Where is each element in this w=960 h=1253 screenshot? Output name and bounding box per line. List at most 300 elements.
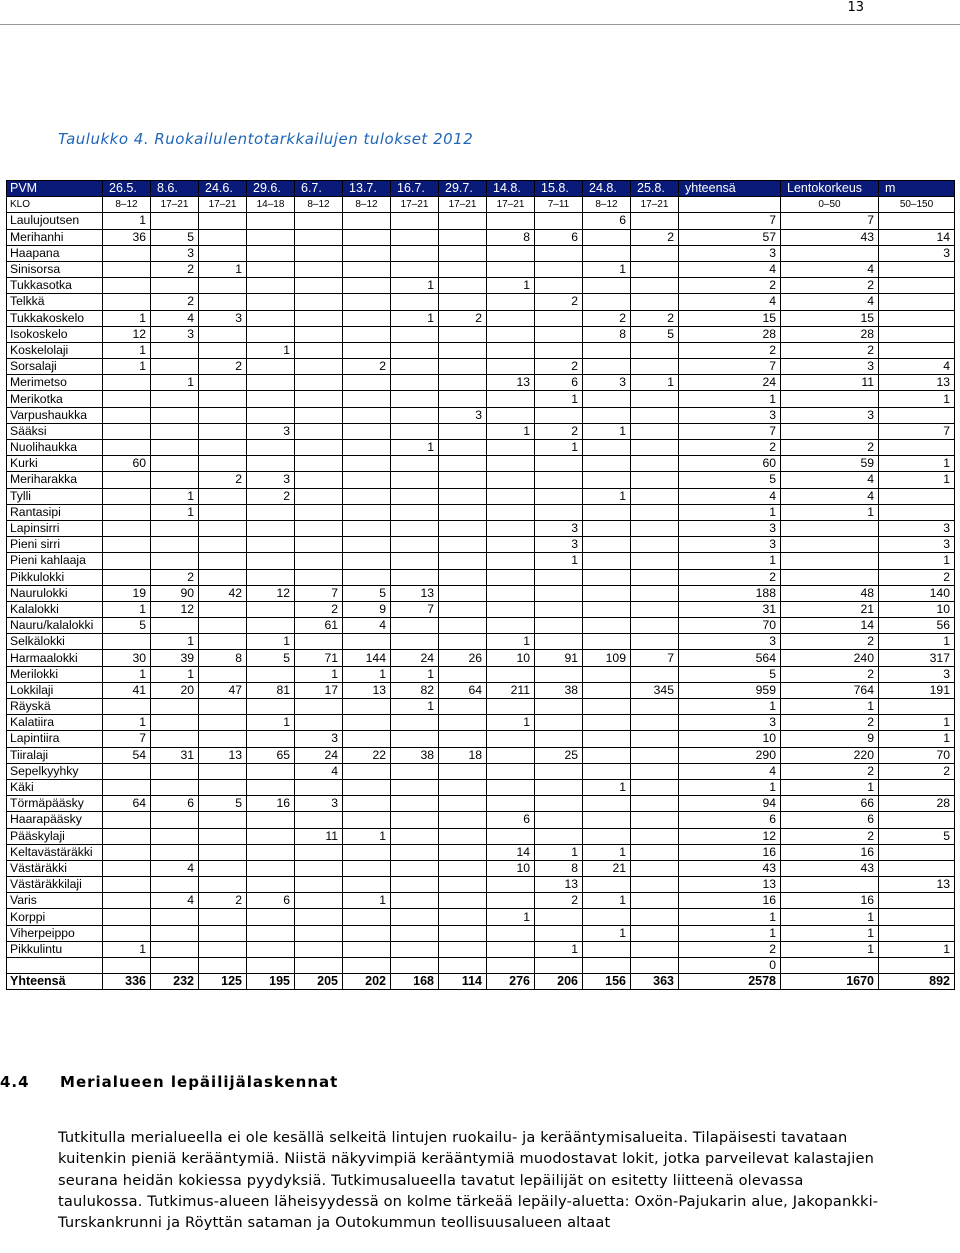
- table-cell: 13: [487, 375, 535, 391]
- table-cell: [343, 213, 391, 229]
- table-cell: 1: [487, 423, 535, 439]
- table-cell: [343, 553, 391, 569]
- table-cell: 14: [879, 229, 955, 245]
- table-cell: [631, 294, 679, 310]
- table-cell: [439, 520, 487, 536]
- table-cell: [487, 342, 535, 358]
- table-cell: [151, 440, 199, 456]
- table-row: [7, 310, 955, 326]
- table-cell: [583, 245, 631, 261]
- row-label: Merihanhi: [7, 229, 103, 245]
- table-cell: [295, 634, 343, 650]
- row-label: Törmäpääsky: [7, 796, 103, 812]
- table-cell: 2: [535, 893, 583, 909]
- table-cell: [343, 941, 391, 957]
- row-label: Pääskylaji: [7, 828, 103, 844]
- table-cell: [391, 407, 439, 423]
- table-cell: [631, 391, 679, 407]
- table-cell: [199, 828, 247, 844]
- table-cell: [879, 407, 955, 423]
- row-label: Merimetso: [7, 375, 103, 391]
- table-row: [7, 342, 955, 358]
- table-cell: 2: [535, 294, 583, 310]
- table-cell: [439, 472, 487, 488]
- table-cell: [535, 666, 583, 682]
- table-cell: 16.7.: [391, 181, 439, 197]
- table-cell: [199, 278, 247, 294]
- table-cell: 2: [199, 472, 247, 488]
- table-cell: 1: [343, 828, 391, 844]
- table-cell: [199, 909, 247, 925]
- table-cell: [439, 359, 487, 375]
- table-cell: [439, 715, 487, 731]
- table-cell: [487, 310, 535, 326]
- table-cell: [879, 326, 955, 342]
- table-cell: [631, 860, 679, 876]
- table-cell: 1: [343, 893, 391, 909]
- table-cell: [103, 893, 151, 909]
- table-cell: [247, 213, 295, 229]
- table-cell: [391, 569, 439, 585]
- table-cell: [439, 763, 487, 779]
- table-cell: [199, 925, 247, 941]
- table-cell: 12: [247, 585, 295, 601]
- table-cell: [295, 893, 343, 909]
- table-cell: [295, 391, 343, 407]
- table-cell: [151, 828, 199, 844]
- table-cell: [247, 666, 295, 682]
- table-cell: [631, 261, 679, 277]
- table-cell: [583, 666, 631, 682]
- table-cell: [781, 569, 879, 585]
- table-cell: [103, 261, 151, 277]
- table-cell: [583, 731, 631, 747]
- table-cell: 48: [781, 585, 879, 601]
- table-row: [7, 634, 955, 650]
- row-label: Rantasipi: [7, 504, 103, 520]
- table-cell: [103, 375, 151, 391]
- table-cell: [295, 407, 343, 423]
- table-cell: 28: [879, 796, 955, 812]
- table-cell: 31: [151, 747, 199, 763]
- table-cell: 8.6.: [151, 181, 199, 197]
- table-cell: [631, 796, 679, 812]
- table-cell: 1: [295, 666, 343, 682]
- table-cell: 564: [679, 650, 781, 666]
- table-row: [7, 423, 955, 439]
- table-row: [7, 779, 955, 795]
- table-cell: [343, 440, 391, 456]
- table-cell: [295, 245, 343, 261]
- table-cell: [343, 326, 391, 342]
- table-cell: [439, 634, 487, 650]
- row-label: Västäräkkilaji: [7, 877, 103, 893]
- table-row: [7, 731, 955, 747]
- table-cell: [247, 520, 295, 536]
- table-cell: [631, 893, 679, 909]
- table-cell: [583, 342, 631, 358]
- table-row: [7, 925, 955, 941]
- table-cell: [487, 456, 535, 472]
- table-cell: [487, 941, 535, 957]
- table-cell: [103, 278, 151, 294]
- table-cell: [535, 213, 583, 229]
- table-cell: [343, 407, 391, 423]
- table-cell: [439, 278, 487, 294]
- table-cell: 5: [151, 229, 199, 245]
- table-cell: 156: [583, 974, 631, 990]
- table-cell: [247, 278, 295, 294]
- table-cell: [343, 763, 391, 779]
- table-cell: 12: [679, 828, 781, 844]
- table-cell: [487, 504, 535, 520]
- table-cell: 60: [679, 456, 781, 472]
- table-cell: [151, 925, 199, 941]
- table-cell: 109: [583, 650, 631, 666]
- table-row: [7, 618, 955, 634]
- table-cell: [879, 844, 955, 860]
- table-cell: 71: [295, 650, 343, 666]
- table-cell: 22: [343, 747, 391, 763]
- table-cell: 3: [679, 520, 781, 536]
- table-cell: 1: [781, 941, 879, 957]
- table-cell: [103, 440, 151, 456]
- table-cell: [631, 779, 679, 795]
- table-cell: [487, 213, 535, 229]
- table-cell: [487, 472, 535, 488]
- table-cell: [631, 585, 679, 601]
- table-cell: [295, 925, 343, 941]
- table-cell: 11: [295, 828, 343, 844]
- row-label: PVM: [7, 181, 103, 197]
- table-cell: 29.7.: [439, 181, 487, 197]
- table-cell: 7: [295, 585, 343, 601]
- row-label: Sinisorsa: [7, 261, 103, 277]
- table-cell: 28: [679, 326, 781, 342]
- row-label: Nauru/kalalokki: [7, 618, 103, 634]
- table-cell: [391, 229, 439, 245]
- table-cell: [583, 634, 631, 650]
- table-cell: [247, 860, 295, 876]
- table-cell: [247, 731, 295, 747]
- row-label: Kalatiira: [7, 715, 103, 731]
- table-cell: [103, 634, 151, 650]
- table-cell: [879, 779, 955, 795]
- table-cell: 43: [679, 860, 781, 876]
- table-row: [7, 504, 955, 520]
- table-cell: [781, 391, 879, 407]
- table-cell: [199, 601, 247, 617]
- table-cell: 1: [391, 278, 439, 294]
- table-cell: 195: [247, 974, 295, 990]
- table-cell: [391, 456, 439, 472]
- table-cell: [391, 553, 439, 569]
- table-cell: [631, 666, 679, 682]
- table-cell: [781, 877, 879, 893]
- table-cell: [535, 278, 583, 294]
- table-cell: 17: [295, 682, 343, 698]
- table-row: [7, 812, 955, 828]
- table-cell: 2: [247, 488, 295, 504]
- table-cell: 114: [439, 974, 487, 990]
- table-cell: [199, 326, 247, 342]
- table-cell: 2: [679, 569, 781, 585]
- table-cell: [535, 634, 583, 650]
- table-cell: [535, 245, 583, 261]
- table-cell: [343, 779, 391, 795]
- table-cell: [631, 941, 679, 957]
- table-cell: [631, 440, 679, 456]
- table-cell: 1: [879, 941, 955, 957]
- table-cell: [439, 261, 487, 277]
- table-cell: yhteensä: [679, 181, 781, 197]
- table-cell: 24.8.: [583, 181, 631, 197]
- table-cell: [487, 359, 535, 375]
- table-cell: 1: [679, 553, 781, 569]
- table-cell: [343, 860, 391, 876]
- table-cell: 1: [535, 391, 583, 407]
- table-cell: 191: [879, 682, 955, 698]
- table-cell: [151, 941, 199, 957]
- table-cell: 3: [151, 245, 199, 261]
- table-cell: 1: [391, 310, 439, 326]
- row-label: Tiiralaji: [7, 747, 103, 763]
- table-cell: 3: [879, 666, 955, 682]
- table-cell: [199, 618, 247, 634]
- table-cell: [879, 909, 955, 925]
- table-cell: 6: [781, 812, 879, 828]
- table-cell: 3: [679, 634, 781, 650]
- table-cell: [535, 812, 583, 828]
- table-cell: 1: [343, 666, 391, 682]
- row-label: Kalalokki: [7, 601, 103, 617]
- table-cell: [391, 261, 439, 277]
- table-cell: 10: [879, 601, 955, 617]
- table-row: [7, 828, 955, 844]
- table-cell: 61: [295, 618, 343, 634]
- table-row: [7, 650, 955, 666]
- page-number: 13: [847, 0, 864, 15]
- table-cell: [439, 423, 487, 439]
- table-cell: [199, 877, 247, 893]
- table-cell: 17–21: [439, 197, 487, 213]
- table-cell: 70: [679, 618, 781, 634]
- table-cell: [343, 375, 391, 391]
- table-cell: [391, 391, 439, 407]
- table-cell: [103, 245, 151, 261]
- table-cell: [631, 520, 679, 536]
- table-cell: [199, 456, 247, 472]
- table-cell: 39: [151, 650, 199, 666]
- table-cell: 1: [679, 779, 781, 795]
- table-cell: 10: [679, 731, 781, 747]
- table-cell: [487, 261, 535, 277]
- table-cell: [151, 472, 199, 488]
- table-cell: 220: [781, 747, 879, 763]
- table-cell: 0–50: [781, 197, 879, 213]
- table-cell: 8: [487, 229, 535, 245]
- table-cell: 1: [247, 715, 295, 731]
- table-cell: [583, 553, 631, 569]
- table-cell: [781, 537, 879, 553]
- table-cell: 38: [391, 747, 439, 763]
- table-cell: [487, 585, 535, 601]
- table-cell: [583, 941, 631, 957]
- table-row: [7, 407, 955, 423]
- table-cell: [247, 569, 295, 585]
- table-cell: 2: [439, 310, 487, 326]
- table-cell: [439, 731, 487, 747]
- table-cell: [199, 715, 247, 731]
- table-cell: [879, 440, 955, 456]
- table-cell: [295, 278, 343, 294]
- table-cell: 7: [879, 423, 955, 439]
- table-cell: [631, 763, 679, 779]
- table-cell: [391, 844, 439, 860]
- table-cell: 6: [535, 375, 583, 391]
- table-cell: 15: [679, 310, 781, 326]
- table-cell: 1: [583, 779, 631, 795]
- table-row: [7, 601, 955, 617]
- table-cell: [343, 342, 391, 358]
- table-cell: 26: [439, 650, 487, 666]
- table-cell: 7–11: [535, 197, 583, 213]
- table-cell: 4: [781, 472, 879, 488]
- table-cell: 13: [679, 877, 781, 893]
- table-cell: [535, 909, 583, 925]
- table-cell: [343, 456, 391, 472]
- table-cell: [247, 310, 295, 326]
- table-cell: [295, 229, 343, 245]
- table-cell: 2: [631, 229, 679, 245]
- table-cell: [391, 537, 439, 553]
- table-cell: 13: [391, 585, 439, 601]
- table-cell: [247, 375, 295, 391]
- table-cell: [199, 666, 247, 682]
- row-label: Sääksi: [7, 423, 103, 439]
- table-cell: 21: [781, 601, 879, 617]
- table-cell: [295, 213, 343, 229]
- row-label: Merikotka: [7, 391, 103, 407]
- table-cell: 1: [535, 941, 583, 957]
- table-row: [7, 456, 955, 472]
- table-cell: [439, 699, 487, 715]
- row-label: Nuolihaukka: [7, 440, 103, 456]
- table-cell: 90: [151, 585, 199, 601]
- table-cell: [535, 796, 583, 812]
- table-cell: 6: [487, 812, 535, 828]
- table-cell: [247, 941, 295, 957]
- table-cell: [391, 326, 439, 342]
- table-cell: 3: [295, 731, 343, 747]
- row-label: Varis: [7, 893, 103, 909]
- table-cell: [343, 245, 391, 261]
- table-cell: 3: [535, 537, 583, 553]
- table-cell: 205: [295, 974, 343, 990]
- table-row: [7, 375, 955, 391]
- table-cell: [199, 407, 247, 423]
- table-cell: [295, 310, 343, 326]
- table-cell: [151, 779, 199, 795]
- table-cell: [343, 812, 391, 828]
- table-cell: 290: [679, 747, 781, 763]
- table-cell: 8–12: [295, 197, 343, 213]
- table-cell: 9: [343, 601, 391, 617]
- table-cell: 7: [631, 650, 679, 666]
- table-cell: [879, 504, 955, 520]
- table-cell: [247, 245, 295, 261]
- table-cell: [103, 763, 151, 779]
- table-cell: [103, 553, 151, 569]
- table-cell: [535, 618, 583, 634]
- table-cell: [439, 488, 487, 504]
- table-row: [7, 294, 955, 310]
- table-cell: 1: [103, 310, 151, 326]
- table-cell: [535, 472, 583, 488]
- table-cell: [391, 893, 439, 909]
- table-cell: [583, 472, 631, 488]
- table-cell: [879, 310, 955, 326]
- table-cell: [151, 715, 199, 731]
- table-cell: [295, 504, 343, 520]
- table-cell: [583, 585, 631, 601]
- table-cell: 317: [879, 650, 955, 666]
- table-cell: [103, 877, 151, 893]
- table-row: [7, 909, 955, 925]
- table-cell: [781, 245, 879, 261]
- table-cell: 2578: [679, 974, 781, 990]
- table-cell: 91: [535, 650, 583, 666]
- table-cell: [343, 958, 391, 974]
- table-cell: [151, 423, 199, 439]
- table-cell: [631, 423, 679, 439]
- table-cell: [343, 520, 391, 536]
- table-cell: 60: [103, 456, 151, 472]
- table-cell: [439, 909, 487, 925]
- table-cell: [879, 342, 955, 358]
- table-cell: [439, 925, 487, 941]
- table-cell: [535, 488, 583, 504]
- row-label: [7, 958, 103, 974]
- table-cell: 125: [199, 974, 247, 990]
- table-cell: 1: [679, 391, 781, 407]
- table-cell: [535, 310, 583, 326]
- table-cell: [391, 731, 439, 747]
- table-cell: [343, 391, 391, 407]
- table-row: [7, 844, 955, 860]
- table-cell: 2: [781, 828, 879, 844]
- table-cell: 4: [295, 763, 343, 779]
- table-cell: [439, 958, 487, 974]
- table-cell: [487, 294, 535, 310]
- table-cell: 42: [199, 585, 247, 601]
- table-cell: [631, 537, 679, 553]
- table-cell: [391, 294, 439, 310]
- table-cell: 2: [781, 278, 879, 294]
- table-cell: [583, 407, 631, 423]
- table-row: [7, 488, 955, 504]
- table-cell: [295, 812, 343, 828]
- table-cell: [103, 844, 151, 860]
- table-cell: 2: [343, 359, 391, 375]
- table-cell: [103, 537, 151, 553]
- table-cell: 5: [679, 472, 781, 488]
- table-cell: [487, 488, 535, 504]
- table-cell: [535, 779, 583, 795]
- table-cell: [487, 407, 535, 423]
- table-cell: [343, 504, 391, 520]
- table-cell: [295, 440, 343, 456]
